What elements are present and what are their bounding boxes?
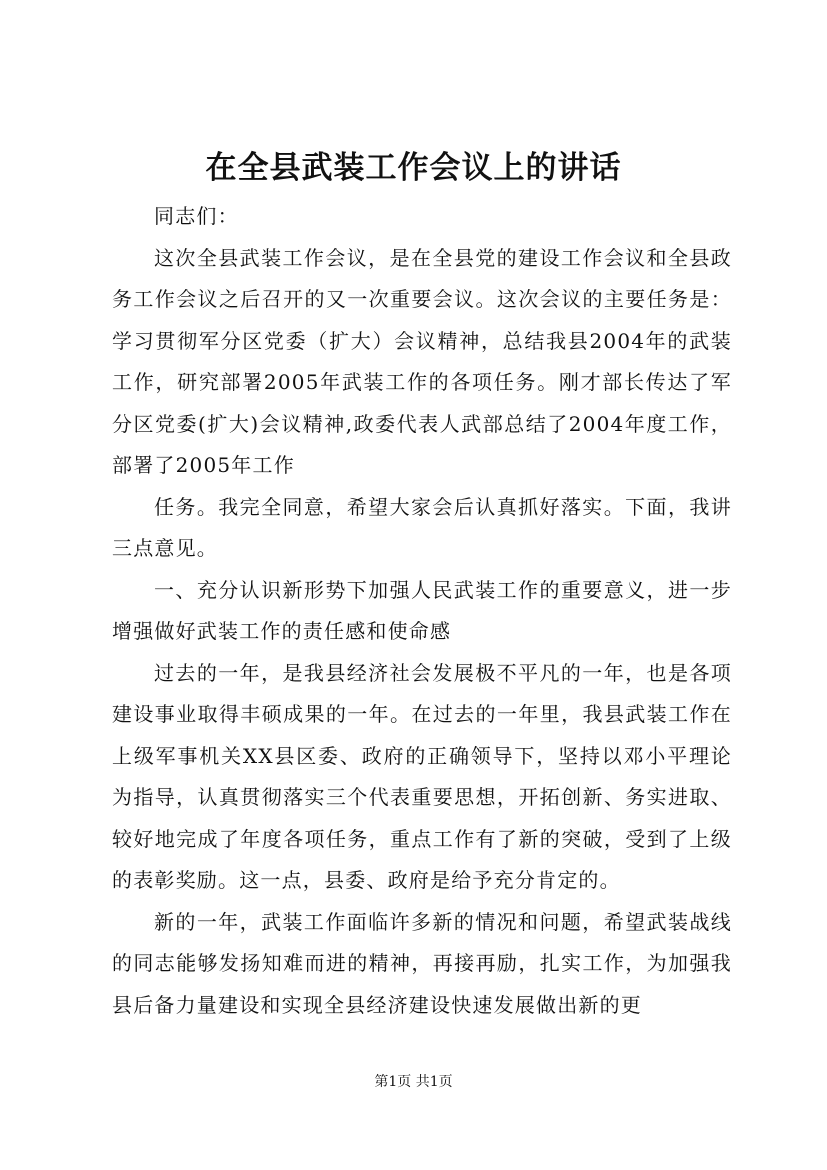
paragraph-past-year: 过去的一年，是我县经济社会发展极不平凡的一年，也是各项建设事业取得丰硕成果的一年。在过去的一年里，我县武装工作在上级军事机关XX县区委、政府的正确领导下，坚持以邓小平理论为指导，认真贯彻落实三个代表重要思想，开拓创新、务实进取、较好地完成了年度各项任务，重点工作有了新的突破，受到了上级的表彰奖励。这一点，县委、政府是给予充分肯定的。 bbox=[112, 660, 732, 892]
page-footer: 第1页 共1页 bbox=[374, 1074, 453, 1090]
document-body bbox=[112, 196, 732, 1026]
paragraph-new-year: 新的一年，武装工作面临许多新的情况和问题，希望武装战线的同志能够发扬知难而进的精神，再接再励，扎实工作，为加强我县后备力量建设和实现全县经济建设快速发展做出新的更 bbox=[112, 909, 732, 1017]
paragraph-tasks: 任务。我完全同意，希望大家会后认真抓好落实。下面，我讲三点意见。 bbox=[112, 494, 732, 560]
paragraph-intro: 这次全县武装工作会议，是在全县党的建设工作会议和全县政务工作会议之后召开的又一次重要会议。这次会议的主要任务是：学习贯彻军分区党委（扩大）会议精神，总结我县2004年的武装工作，研究部署2005年武装工作的各项任务。刚才部长传达了军分区党委(扩大)会议精神,政委代表人武部总结了2004年度工作，部署了2005年工作 bbox=[112, 245, 732, 477]
greeting: 同志们： bbox=[154, 204, 239, 228]
document-title: 在全县武装工作会议上的讲话 bbox=[205, 150, 622, 186]
section-heading-one: 一、充分认识新形势下加强人民武装工作的重要意义，进一步增强做好武装工作的责任感和使命感 bbox=[112, 577, 732, 643]
